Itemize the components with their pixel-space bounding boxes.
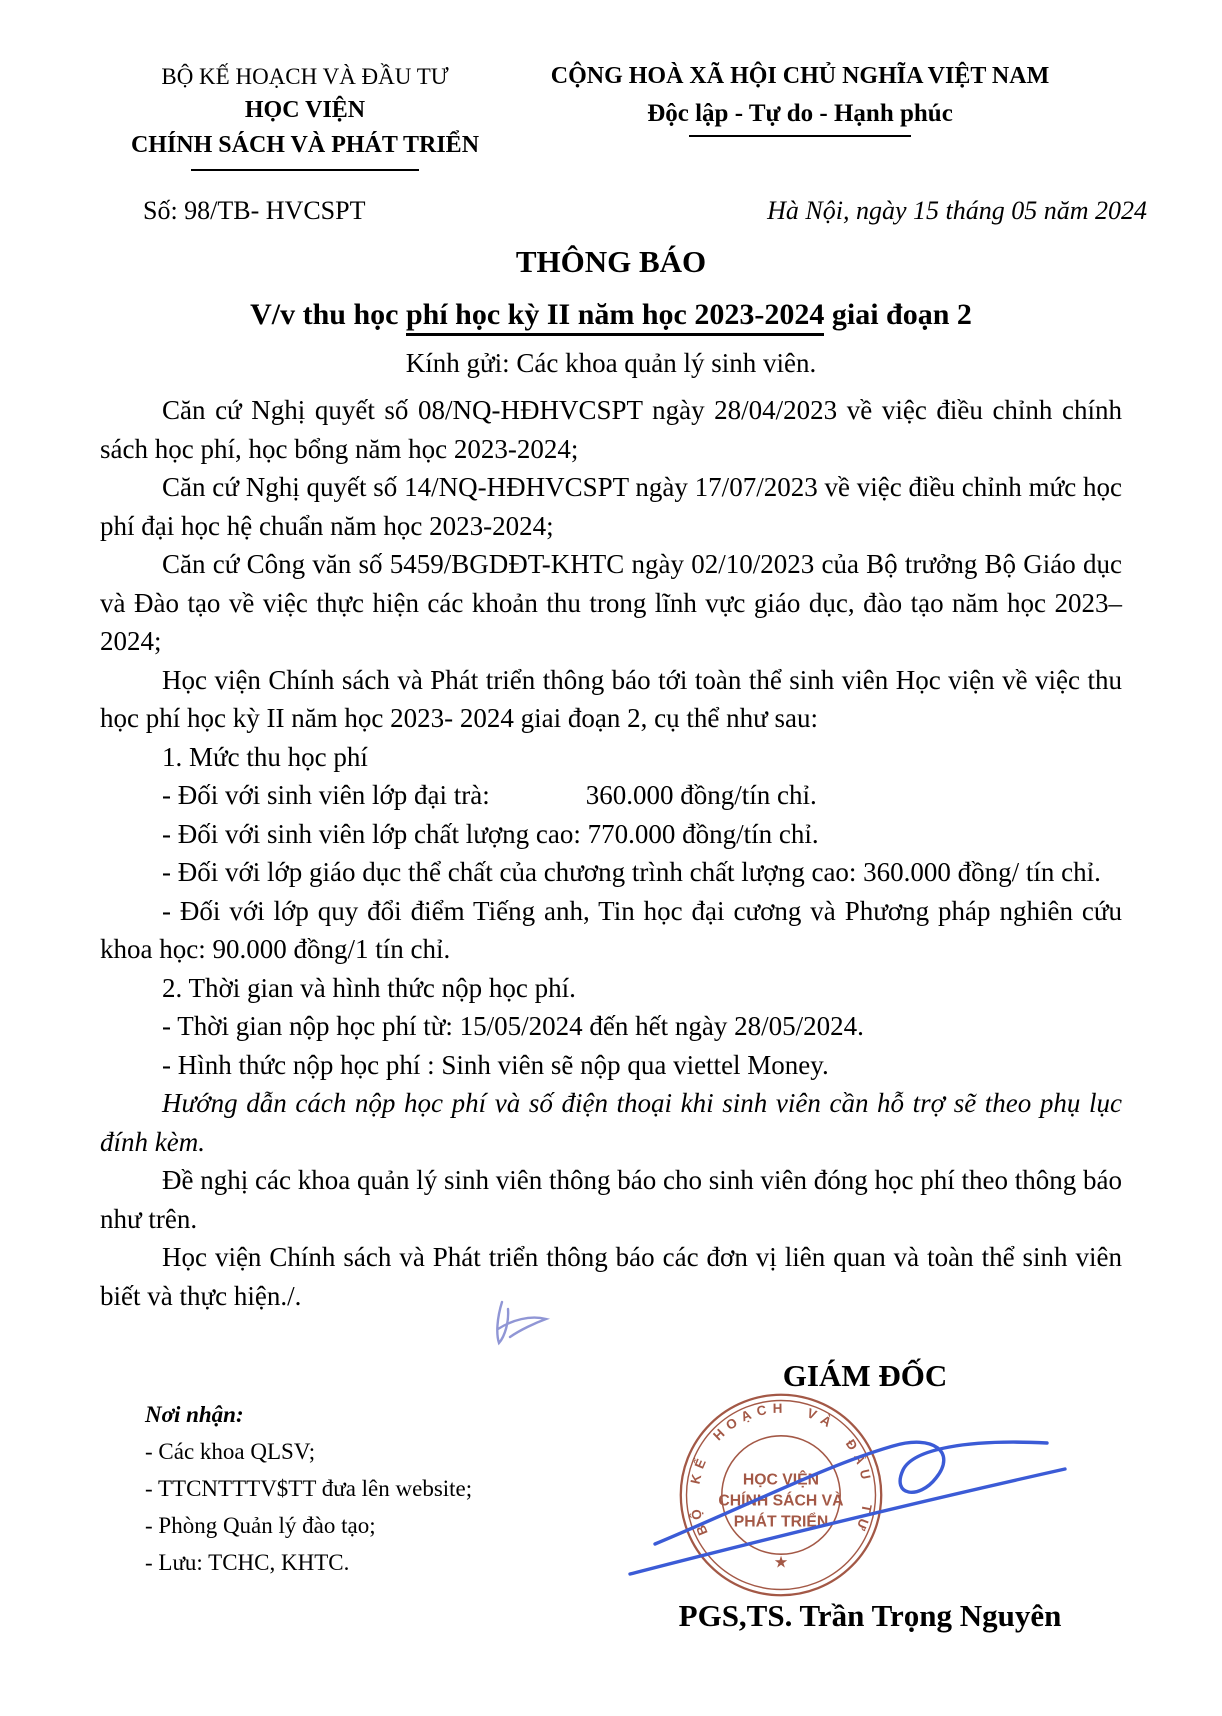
signer-name: PGS,TS. Trần Trọng Nguyên (678, 1598, 1062, 1633)
stamp-line1: HỌC VIỆN (742, 1471, 820, 1489)
payment-period: - Thời gian nộp học phí từ: 15/05/2024 đến hết ngày 28/05/2024. (162, 1011, 864, 1041)
document-subject (0, 298, 1222, 332)
closing-request: Đề nghị các khoa quản lý sinh viên thông báo cho sinh viên đóng học phí theo thông báo như trên. (100, 1165, 1122, 1234)
document-title: THÔNG BÁO (515, 244, 707, 279)
stamp-line3: PHÁT TRIỂN (733, 1513, 829, 1531)
document-body (100, 391, 1122, 1315)
recipient-item: - Phòng Quản lý đào tạo; (145, 1513, 376, 1538)
fee-item-standard-label: - Đối với sinh viên lớp đại trà: (162, 780, 490, 810)
issuing-agency-block (55, 60, 555, 171)
section1-heading: 1. Mức thu học phí (162, 741, 368, 772)
academy-name-line2: CHÍNH SÁCH VÀ PHÁT TRIỂN (130, 132, 480, 159)
paragraph-basis-2: Căn cứ Nghị quyết số 14/NQ-HĐHVCSPT ngày 17/07/2023 về việc điều chỉnh mức học phí đại học hệ chuẩn năm học 2023-2024; (100, 472, 1122, 541)
closing-statement: Học viện Chính sách và Phát triển thông báo các đơn vị liên quan và toàn thể sinh viên biết và thực hiện./. (100, 1242, 1122, 1311)
signer-title: GIÁM ĐỐC (782, 1358, 948, 1393)
salutation: Kính gửi: Các khoa quản lý sinh viên. (405, 348, 817, 378)
payment-method: - Hình thức nộp học phí : Sinh viên sẽ nộp qua viettel Money. (162, 1049, 829, 1080)
recipient-item: - Lưu: TCHC, KHTC. (145, 1550, 350, 1575)
header-left-rule (191, 169, 419, 171)
fee-item-high-quality: - Đối với sinh viên lớp chất lượng cao: 770.000 đồng/tín chỉ. (162, 818, 819, 849)
paragraph-basis-3: Căn cứ Công văn số 5459/BGDĐT-KHTC ngày 02/10/2023 của Bộ trưởng Bộ Giáo dục và Đào tạo về việc thực hiện các khoản thu trong lĩnh vực giáo dục, đào tạo năm học 2023– 2024; (100, 549, 1122, 656)
attachment-note: Hướng dẫn cách nộp học phí và số điện thoại khi sinh viên cần hỗ trợ sẽ theo phụ lục đính kèm. (100, 1088, 1122, 1157)
academy-name-line1: HỌC VIỆN (244, 97, 366, 124)
fee-item-standard-value: 360.000 đồng/tín chỉ. (585, 780, 817, 810)
stamp-line2: CHÍNH SÁCH VÀ (718, 1492, 844, 1510)
document-number: Số: 98/TB- HVCSPT (143, 196, 366, 225)
subject-prefix: V/v thu học (250, 298, 406, 331)
paragraph-announcement: Học viện Chính sách và Phát triển thông báo tới toàn thể sinh viên Học viện về việc thu học phí học kỳ II năm học 2023- 2024 giai đoạn 2, cụ thể như sau: (100, 664, 1122, 733)
recipient-item: - TTCNTTTV$TT đưa lên website; (145, 1476, 473, 1501)
recipient-item: - Các khoa QLSV; (145, 1439, 316, 1464)
fee-item-standard (100, 776, 1122, 815)
stamp-ring-text: BỘ KẾ HOẠCH VÀ ĐẦU TƯ (686, 1400, 876, 1538)
director-signature-ink (595, 1422, 1095, 1587)
country-name: CỘNG HOÀ XÃ HỘI CHỦ NGHĨA VIỆT NAM (550, 63, 1050, 89)
stamp-star: ★ (773, 1553, 789, 1572)
place-and-date: Hà Nội, ngày 15 tháng 05 năm 2024 (767, 196, 1147, 225)
ministry-name: BỘ KẾ HOẠCH VÀ ĐẦU TƯ (161, 64, 449, 89)
fee-item-physical-education: - Đối với lớp giáo dục thể chất của chương trình chất lượng cao: 360.000 đồng/ tín chỉ. (162, 857, 1101, 887)
national-motto: Độc lập - Tự do - Hạnh phúc (647, 99, 953, 127)
national-motto-block (545, 60, 1055, 137)
recipients-block (145, 1396, 472, 1581)
subject-suffix: giai đoạn 2 (824, 298, 972, 331)
fee-item-conversion: - Đối với lớp quy đổi điểm Tiếng anh, Tin học đại cương và Phương pháp nghiên cứu khoa học: 90.000 đồng/1 tín chỉ. (100, 895, 1122, 964)
section2-heading: 2. Thời gian và hình thức nộp học phí. (162, 972, 576, 1003)
initial-paraph-ink (486, 1292, 552, 1352)
recipients-label: Nơi nhận: (145, 1402, 244, 1427)
subject-underlined: phí học kỳ II năm học 2023-2024 (406, 298, 824, 336)
header-right-rule (689, 135, 911, 137)
paragraph-basis-1: Căn cứ Nghị quyết số 08/NQ-HĐHVCSPT ngày 28/04/2023 về việc điều chỉnh chính sách học phí, học bổng năm học 2023-2024; (100, 395, 1122, 464)
